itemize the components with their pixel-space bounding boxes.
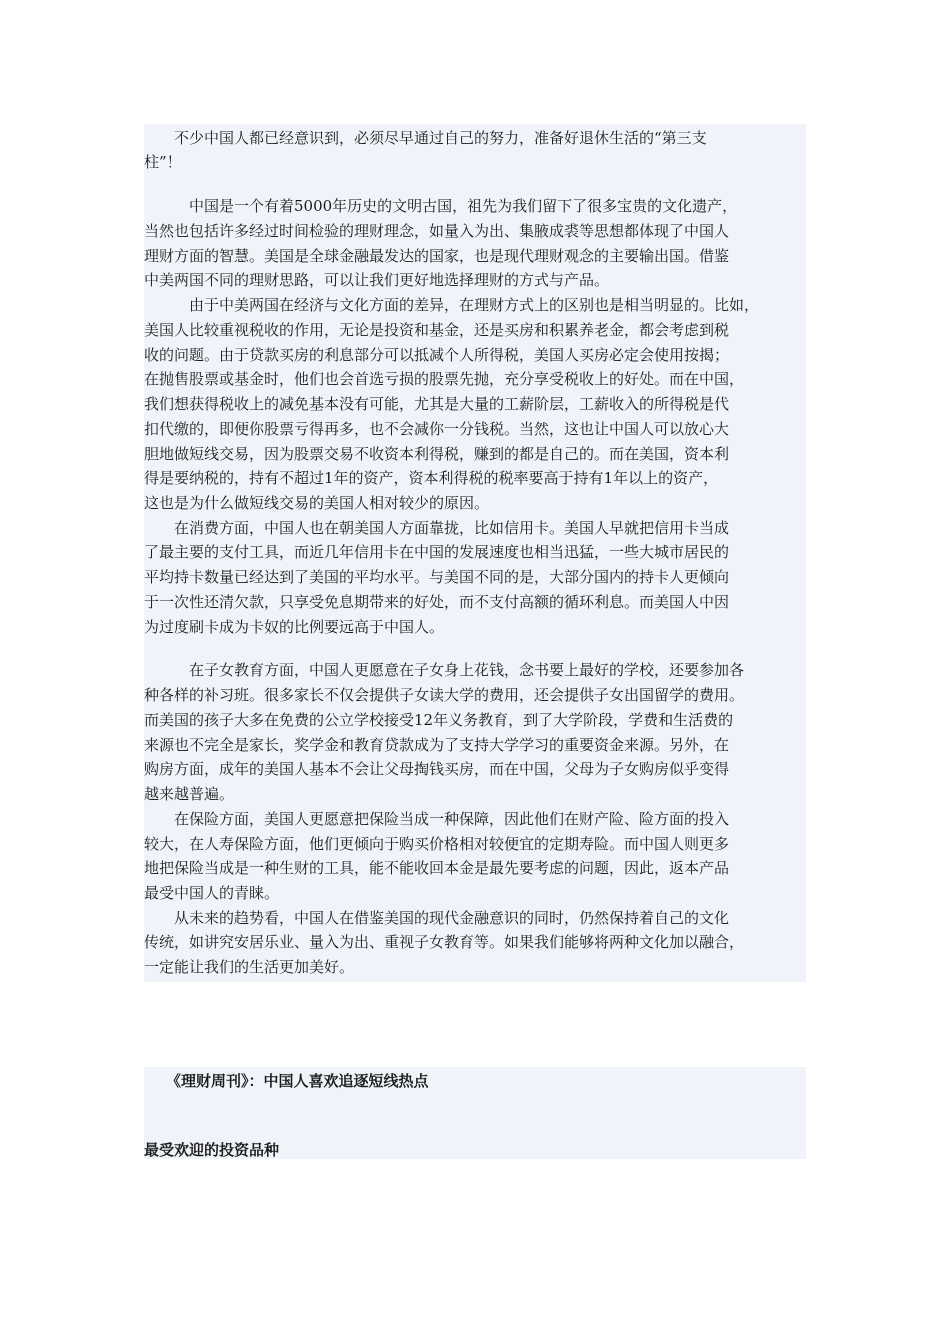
paragraph-line: 中美两国不同的理财思路，可以让我们更好地选择理财的方式与产品。 [144,271,610,289]
paragraph-line: 了最主要的支付工具，而近几年信用卡在中国的发展速度也相当迅猛，一些大城市居民的 [144,543,730,561]
paragraph-line: 美国人比较重视税收的作用，无论是投资和基金，还是买房和积累养老金，都会考虑到税 [144,321,730,339]
paragraph-line: 中国是一个有着5000年历史的文明古国，祖先为我们留下了很多宝贵的文化遗产， [144,197,738,215]
paragraph-line: 在子女教育方面，中国人更愿意在子女身上花钱，念书要上最好的学校，还要参加各 [144,661,745,679]
paragraph-line: 这也是为什么做短线交易的美国人相对较少的原因。 [144,494,490,512]
section-header [144,1067,806,1159]
paragraph-line: 地把保险当成是一种生财的工具，能不能收回本金是最先要考虑的问题，因此，返本产品 [144,859,730,877]
paragraph-line: 我们想获得税收上的减免基本没有可能，尤其是大量的工薪阶层，工薪收入的所得税是代 [144,395,730,413]
paragraph-line: 在消费方面，中国人也在朝美国人方面靠拢，比如信用卡。美国人早就把信用卡当成 [144,519,730,537]
paragraph-line: 传统，如讲究安居乐业、量入为出、重视子女教育等。如果我们能够将两种文化加以融合， [144,933,745,951]
paragraph-line: 较大，在人寿保险方面，他们更倾向于购买价格相对较便宜的定期寿险。而中国人则更多 [144,835,730,853]
paragraph-line: 胆地做短线交易，因为股票交易不收资本利得税，赚到的都是自己的。而在美国，资本利 [144,445,730,463]
paragraph-line: 最受中国人的青睐。 [144,884,280,902]
article-body [144,124,806,982]
paragraph-line: 不少中国人都已经意识到，必须尽早通过自己的努力，准备好退休生活的“第三支 [144,129,707,147]
paragraph-line: 理财方面的智慧。美国是全球金融最发达的国家，也是现代理财观念的主要输出国。借鉴 [144,247,730,265]
paragraph-line: 在抛售股票或基金时，他们也会首选亏损的股票先抛，充分享受税收上的好处。而在中国， [144,370,745,388]
paragraph-line: 越来越普遍。 [144,785,235,803]
paragraph-line: 扣代缴的，即便你股票亏得再多，也不会减你一分钱税。当然，这也让中国人可以放心大 [144,420,730,438]
paragraph-line: 平均持卡数量已经达到了美国的平均水平。与美国不同的是，大部分国内的持卡人更倾向 [144,568,730,586]
paragraph-line: 一定能让我们的生活更加美好。 [144,958,355,976]
section-title: 《理财周刊》：中国人喜欢追逐短线热点 [166,1072,429,1090]
paragraph-line: 种各样的补习班。很多家长不仅会提供子女读大学的费用，还会提供子女出国留学的费用。 [144,686,745,704]
paragraph-line: 来源也不完全是家长，奖学金和教育贷款成为了支持大学学习的重要资金来源。另外，在 [144,736,730,754]
paragraph-line: 在保险方面，美国人更愿意把保险当成一种保障，因此他们在财产险、险方面的投入 [144,810,730,828]
paragraph-line: 柱”！ [144,153,182,171]
paragraph-line: 收的问题。由于贷款买房的利息部分可以抵减个人所得税，美国人买房必定会使用按揭； [144,346,730,364]
paragraph-line: 得是要纳税的，持有不超过1年的资产，资本利得税的税率要高于持有1年以上的资产， [144,469,719,487]
paragraph-line: 由于中美两国在经济与文化方面的差异，在理财方式上的区别也是相当明显的。比如， [144,296,760,314]
paragraph-line: 而美国的孩子大多在免费的公立学校接受12年义务教育，到了大学阶段，学费和生活费的 [144,711,734,729]
paragraph-line: 为过度刷卡成为卡奴的比例要远高于中国人。 [144,618,445,636]
paragraph-line: 购房方面，成年的美国人基本不会让父母掏钱买房，而在中国，父母为子女购房似乎变得 [144,760,730,778]
section-subtitle: 最受欢迎的投资品种 [144,1141,280,1159]
paragraph-line: 当然也包括许多经过时间检验的理财理念，如量入为出、集腋成裘等思想都体现了中国人 [144,222,730,240]
paragraph-line: 于一次性还清欠款，只享受免息期带来的好处，而不支付高额的循环利息。而美国人中因 [144,593,730,611]
paragraph-line: 从未来的趋势看，中国人在借鉴美国的现代金融意识的同时，仍然保持着自己的文化 [144,909,730,927]
